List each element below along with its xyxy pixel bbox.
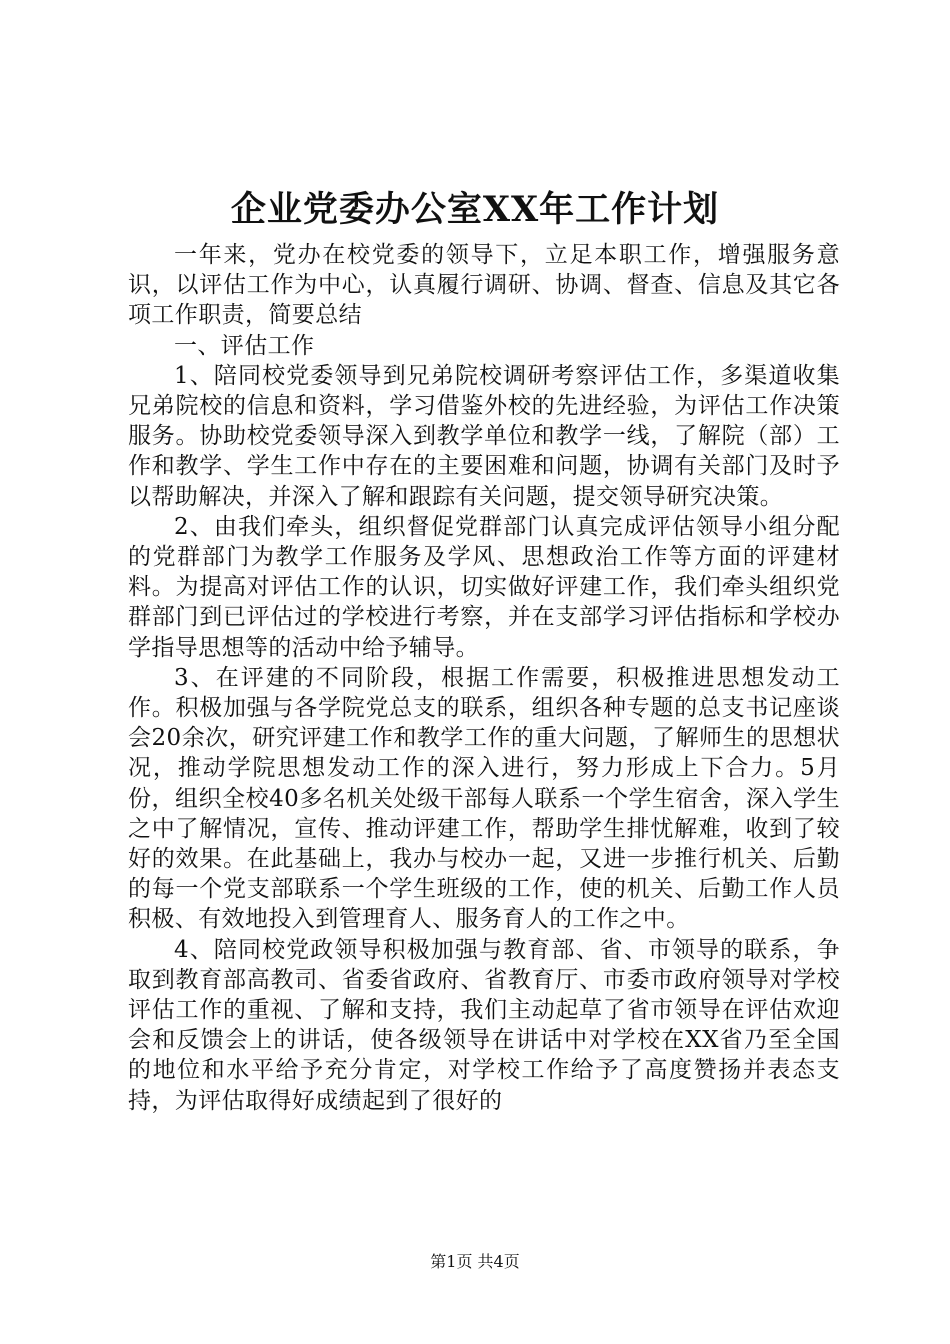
paragraph-item-3: 3、在评建的不同阶段，根据工作需要，积极推进思想发动工作。积极加强与各学院党总支的联系，组织各种专题的总支书记座谈会20余次，研究评建工作和教学工作的重大问题，了解师生的思想状况，推动学院思想发动工作的深入进行，努力形成上下合力。5月份，组织全校40多名机关处级干部每人联系一个学生宿舍，深入学生之中了解情况，宣传、推动评建工作，帮助学生排忧解难，收到了较好的效果。在此基础上，我办与校办一起，又进一步推行机关、后勤的每一个党支部联系一个学生班级的工作，使的机关、后勤工作人员积极、有效地投入到管理育人、服务育人的工作之中。 <box>128 664 840 933</box>
paragraph-item-4: 4、陪同校党政领导积极加强与教育部、省、市领导的联系，争取到教育部高教司、省委省政府、省教育厅、市委市政府领导对学校评估工作的重视、了解和支持，我们主动起草了省市领导在评估欢迎会和反馈会上的讲话，使各级领导在讲话中对学校在XX省乃至全国的地位和水平给予充分肯定，对学校工作给予了高度赞扬并表态支持，为评估取得好成绩起到了很好的 <box>128 936 840 1114</box>
paragraph-item-1: 1、陪同校党委领导到兄弟院校调研考察评估工作，多渠道收集兄弟院校的信息和资料，学习借鉴外校的先进经验，为评估工作决策服务。协助校党委领导深入到教学单位和教学一线，了解院（部）工作和教学、学生工作中存在的主要困难和问题，协调有关部门及时予以帮助解决，并深入了解和跟踪有关问题，提交领导研究决策。 <box>128 362 840 510</box>
paragraph-intro: 一年来，党办在校党委的领导下，立足本职工作，增强服务意识，以评估工作为中心，认真履行调研、协调、督查、信息及其它各项工作职责，简要总结 <box>128 242 840 329</box>
section-heading-evaluation: 一、评估工作 <box>174 332 315 359</box>
page-number-footer: 第1页 共4页 <box>430 1252 520 1271</box>
document-title: 企业党委办公室XX年工作计划 <box>230 189 720 230</box>
paragraph-item-2: 2、由我们牵头，组织督促党群部门认真完成评估领导小组分配的党群部门为教学工作服务及学风、思想政治工作等方面的评建材料。为提高对评估工作的认识，切实做好评建工作，我们牵头组织党群部门到已评估过的学校进行考察，并在支部学习评估指标和学校办学指导思想等的活动中给予辅导。 <box>128 513 840 661</box>
document-body <box>128 240 840 1116</box>
